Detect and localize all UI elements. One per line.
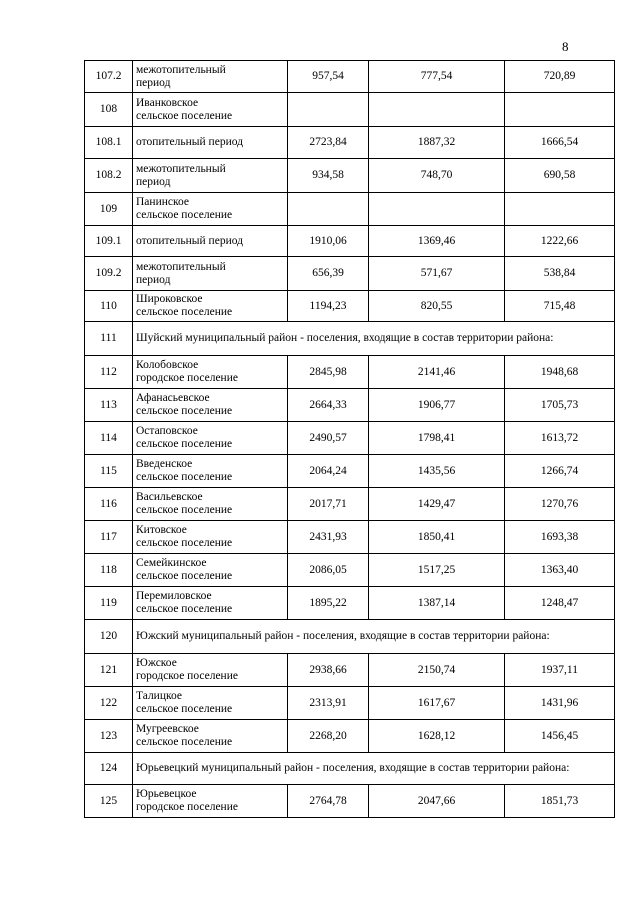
value-cell-1: 2845,98 (288, 356, 369, 389)
value-cell-2: 1429,47 (369, 488, 505, 521)
value-cell-2: 1369,46 (369, 226, 505, 257)
section-heading-cell: Юрьевецкий муниципальный район - поселения, входящие в состав территории района: (133, 753, 615, 785)
settlement-name-cell: Мугреевское сельское поселение (133, 720, 288, 753)
settlement-name-cell: Семейкинское сельское поселение (133, 554, 288, 587)
table-row (85, 61, 615, 93)
row-number-cell: 119 (85, 587, 133, 620)
value-cell-1: 957,54 (288, 61, 369, 93)
row-number-cell: 109.2 (85, 257, 133, 291)
table-row (85, 785, 615, 818)
row-number-cell: 114 (85, 422, 133, 455)
value-cell-1: 1895,22 (288, 587, 369, 620)
settlement-name-cell: Юрьевецкое городское поселение (133, 785, 288, 818)
settlement-name-cell: отопительный период (133, 127, 288, 159)
settlement-name-cell: межотопительный период (133, 257, 288, 291)
value-cell-1: 934,58 (288, 159, 369, 193)
value-cell-3 (505, 193, 615, 226)
row-number-cell: 124 (85, 753, 133, 785)
settlement-name-cell: Афанасьевское сельское поселение (133, 389, 288, 422)
value-cell-2 (369, 93, 505, 127)
row-number-cell: 108.2 (85, 159, 133, 193)
value-cell-3: 1705,73 (505, 389, 615, 422)
value-cell-2: 820,55 (369, 291, 505, 322)
value-cell-2: 777,54 (369, 61, 505, 93)
row-number-cell: 112 (85, 356, 133, 389)
table-row (85, 159, 615, 193)
settlement-name-cell: Южское городское поселение (133, 654, 288, 687)
settlement-name-cell: Талицкое сельское поселение (133, 687, 288, 720)
row-number-cell: 116 (85, 488, 133, 521)
value-cell-2: 2150,74 (369, 654, 505, 687)
table-row (85, 587, 615, 620)
table-row (85, 654, 615, 687)
value-cell-1: 2938,66 (288, 654, 369, 687)
settlement-name-cell: Панинское сельское поселение (133, 193, 288, 226)
settlement-name-cell: Широковское сельское поселение (133, 291, 288, 322)
value-cell-3: 1431,96 (505, 687, 615, 720)
row-number-cell: 125 (85, 785, 133, 818)
value-cell-1: 2723,84 (288, 127, 369, 159)
table-row (85, 257, 615, 291)
value-cell-3: 1222,66 (505, 226, 615, 257)
row-number-cell: 113 (85, 389, 133, 422)
value-cell-1 (288, 193, 369, 226)
value-cell-2: 1435,56 (369, 455, 505, 488)
value-cell-2: 2141,46 (369, 356, 505, 389)
value-cell-2: 1798,41 (369, 422, 505, 455)
table-row (85, 521, 615, 554)
row-number-cell: 118 (85, 554, 133, 587)
table-section-row (85, 753, 615, 785)
value-cell-2 (369, 193, 505, 226)
section-heading-cell: Шуйский муниципальный район - поселения, входящие в состав территории района: (133, 322, 615, 356)
settlement-name-cell: Иванковское сельское поселение (133, 93, 288, 127)
value-cell-1: 2313,91 (288, 687, 369, 720)
table-row (85, 455, 615, 488)
value-cell-3: 1693,38 (505, 521, 615, 554)
value-cell-2: 1387,14 (369, 587, 505, 620)
value-cell-3: 1363,40 (505, 554, 615, 587)
value-cell-1: 2490,57 (288, 422, 369, 455)
value-cell-2: 1850,41 (369, 521, 505, 554)
value-cell-2: 748,70 (369, 159, 505, 193)
table-section-row (85, 322, 615, 356)
page-number: 8 (562, 39, 569, 54)
value-cell-1: 1194,23 (288, 291, 369, 322)
row-number-cell: 111 (85, 322, 133, 356)
row-number-cell: 109.1 (85, 226, 133, 257)
row-number-cell: 109 (85, 193, 133, 226)
tariff-table (84, 60, 615, 818)
settlement-name-cell: межотопительный период (133, 61, 288, 93)
row-number-cell: 108 (85, 93, 133, 127)
value-cell-1: 2064,24 (288, 455, 369, 488)
value-cell-3: 538,84 (505, 257, 615, 291)
table-row (85, 422, 615, 455)
section-heading-cell: Южский муниципальный район - поселения, входящие в состав территории района: (133, 620, 615, 654)
table-body (85, 61, 615, 818)
value-cell-1: 2017,71 (288, 488, 369, 521)
value-cell-2: 1887,32 (369, 127, 505, 159)
value-cell-1 (288, 93, 369, 127)
value-cell-1: 2764,78 (288, 785, 369, 818)
settlement-name-cell: отопительный период (133, 226, 288, 257)
value-cell-1: 2664,33 (288, 389, 369, 422)
value-cell-3: 1456,45 (505, 720, 615, 753)
row-number-cell: 110 (85, 291, 133, 322)
row-number-cell: 107.2 (85, 61, 133, 93)
value-cell-3: 715,48 (505, 291, 615, 322)
row-number-cell: 117 (85, 521, 133, 554)
settlement-name-cell: межотопительный период (133, 159, 288, 193)
value-cell-1: 2086,05 (288, 554, 369, 587)
table-section-row (85, 620, 615, 654)
value-cell-3: 1937,11 (505, 654, 615, 687)
settlement-name-cell: Перемиловское сельское поселение (133, 587, 288, 620)
value-cell-2: 1628,12 (369, 720, 505, 753)
table-row (85, 488, 615, 521)
value-cell-2: 1517,25 (369, 554, 505, 587)
row-number-cell: 123 (85, 720, 133, 753)
table-row (85, 389, 615, 422)
value-cell-3: 1613,72 (505, 422, 615, 455)
value-cell-3: 1270,76 (505, 488, 615, 521)
value-cell-3: 1266,74 (505, 455, 615, 488)
value-cell-1: 2268,20 (288, 720, 369, 753)
value-cell-2: 2047,66 (369, 785, 505, 818)
value-cell-2: 1617,67 (369, 687, 505, 720)
value-cell-3: 1851,73 (505, 785, 615, 818)
table-row (85, 93, 615, 127)
table-row (85, 356, 615, 389)
row-number-cell: 108.1 (85, 127, 133, 159)
settlement-name-cell: Васильевское сельское поселение (133, 488, 288, 521)
table-row (85, 127, 615, 159)
row-number-cell: 122 (85, 687, 133, 720)
settlement-name-cell: Введенское сельское поселение (133, 455, 288, 488)
value-cell-3: 1948,68 (505, 356, 615, 389)
value-cell-3 (505, 93, 615, 127)
table-row (85, 687, 615, 720)
settlement-name-cell: Китовское сельское поселение (133, 521, 288, 554)
value-cell-3: 1666,54 (505, 127, 615, 159)
table-row (85, 720, 615, 753)
table-row (85, 226, 615, 257)
value-cell-2: 571,67 (369, 257, 505, 291)
value-cell-1: 1910,06 (288, 226, 369, 257)
value-cell-3: 1248,47 (505, 587, 615, 620)
row-number-cell: 120 (85, 620, 133, 654)
table-row (85, 291, 615, 322)
value-cell-2: 1906,77 (369, 389, 505, 422)
value-cell-1: 656,39 (288, 257, 369, 291)
value-cell-1: 2431,93 (288, 521, 369, 554)
value-cell-3: 690,58 (505, 159, 615, 193)
row-number-cell: 121 (85, 654, 133, 687)
row-number-cell: 115 (85, 455, 133, 488)
settlement-name-cell: Остаповское сельское поселение (133, 422, 288, 455)
table-row (85, 193, 615, 226)
value-cell-3: 720,89 (505, 61, 615, 93)
settlement-name-cell: Колобовское городское поселение (133, 356, 288, 389)
table-row (85, 554, 615, 587)
